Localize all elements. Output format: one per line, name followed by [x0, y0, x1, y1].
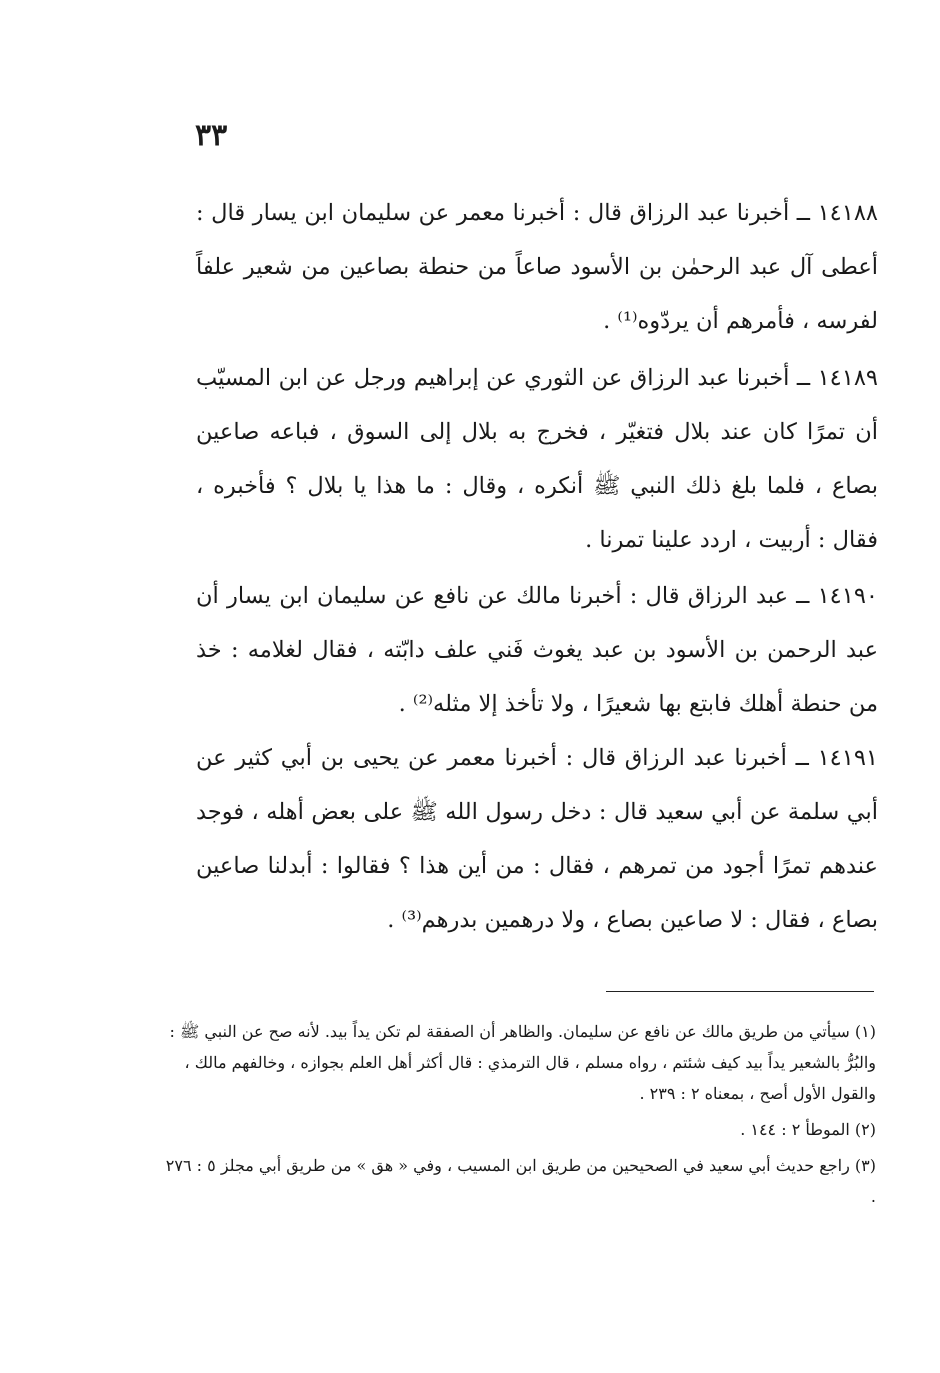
hadith-paragraph: ١٤١٩١ ــ أخبرنا عبد الرزاق قال : أخبرنا معمر عن يحيى بن أبي كثير عن أبي سلمة عن أبي سعيد قال : دخل رسول الله ﷺ على بعض أهله ، فوجد عندهم تمرًا أجود من تمرهم ، فقال : من أين هذا ؟ فقالوا : أبدلنا صاعين بصاع ، فقال : لا صاعين بصاع ، ولا درهمين بدرهم⁽³⁾ . [196, 745, 878, 933]
hadith-14191 [196, 731, 878, 947]
hadith-14190 [196, 569, 878, 731]
footnote-3: (٣) راجع حديث أبي سعيد في الصحيحين من طريق ابن المسيب ، وفي « هق » من طريق أبي مجلز ٥ : ٢٧٦ . [165, 1156, 876, 1206]
hadith-paragraph: ١٤١٨٩ ــ أخبرنا عبد الرزاق عن الثوري عن إبراهيم ورجل عن ابن المسيّب أن تمرًا كان عند بلال فتغيّر ، فخرج به بلال إلى السوق ، فباعه صاعين بصاع ، فلما بلغ ذلك النبي ﷺ أنكره ، وقال : ما هذا يا بلال ؟ فأخبره ، فقال : أربيت ، اردد علينا تمرنا . [196, 365, 878, 553]
hadith-paragraph: ١٤١٩٠ ــ عبد الرزاق قال : أخبرنا مالك عن نافع عن سليمان ابن يسار أن عبد الرحمن بن الأسود بن عبد يغوث فَني علف دابّته ، فقال لغلامه : خذ من حنطة أهلك فابتع بها شعيرًا ، ولا تأخذ إلا مثله⁽²⁾ . [196, 583, 878, 717]
hadith-14188 [196, 186, 878, 348]
footnote-divider [606, 991, 874, 992]
footnote-1: (١) سيأتي من طريق مالك عن نافع عن سليمان. والظاهر أن الصفقة لم تكن يداً بيد. لأنه صح عن النبي ﷺ : والبُرُّ بالشعير يداً بيد كيف شئتم ، رواه مسلم ، قال الترمذي : قال أكثر أهل العلم بجوازه ، وخالفهم مالك ، والقول الأول أصح ، بمعناه ٢ : ٢٣٩ . [169, 1022, 876, 1103]
hadith-14189 [196, 351, 878, 567]
page-number: ٣٣ [195, 118, 228, 153]
hadith-paragraph: ١٤١٨٨ ــ أخبرنا عبد الرزاق قال : أخبرنا معمر عن سليمان ابن يسار قال : أعطى آل عبد الرحمٰن بن الأسود صاعاً من حنطة بصاعين من شعير علفاً لفرسه ، فأمرهم أن يردّوه⁽¹⁾ . [196, 200, 878, 334]
footnotes-section [160, 1016, 876, 1212]
footnote-2: (٢) الموطأ ٢ : ١٤٤ . [740, 1120, 876, 1139]
